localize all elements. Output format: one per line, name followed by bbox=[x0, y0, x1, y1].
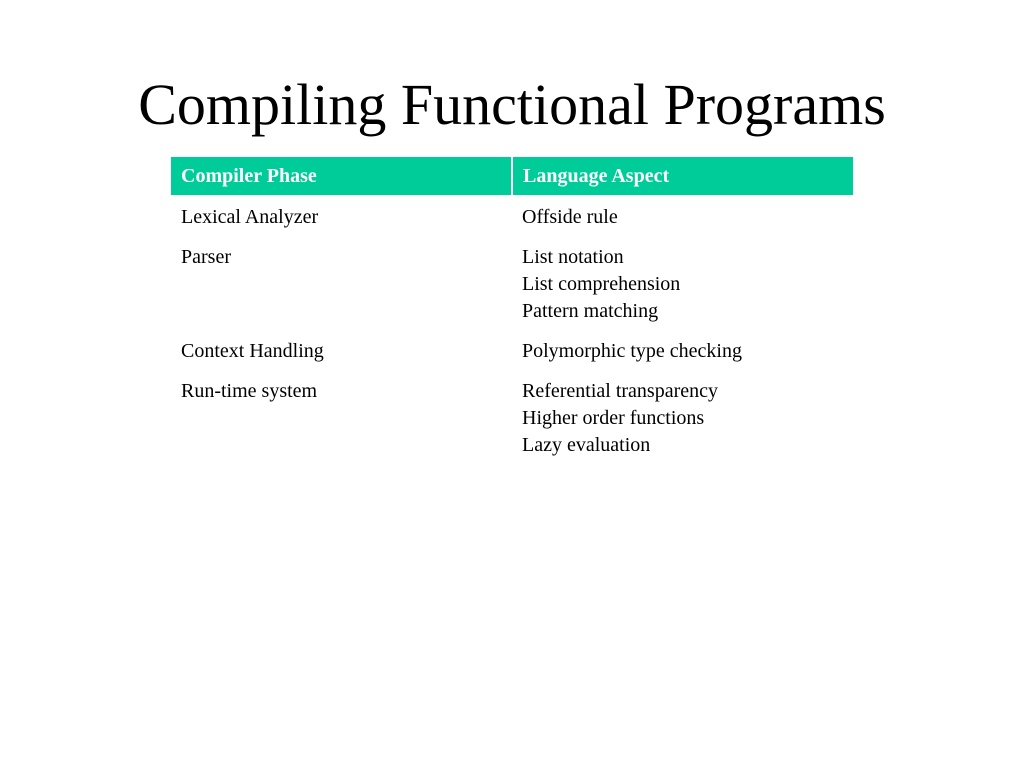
table-row bbox=[171, 195, 853, 235]
aspect-item: Offside rule bbox=[522, 206, 618, 228]
aspect-cell bbox=[512, 329, 853, 369]
table-header-row bbox=[171, 157, 853, 195]
table-row bbox=[171, 235, 853, 329]
phase-cell bbox=[171, 329, 512, 369]
aspect-item: Referential transparency bbox=[522, 380, 719, 402]
phase-label: Context Handling bbox=[181, 340, 324, 362]
aspect-cell bbox=[512, 195, 853, 235]
compiler-phase-table bbox=[171, 157, 853, 463]
phase-cell bbox=[171, 195, 512, 235]
slide-title: Compiling Functional Programs bbox=[138, 72, 886, 137]
table-row bbox=[171, 329, 853, 369]
phase-label: Parser bbox=[181, 246, 231, 268]
aspect-cell bbox=[512, 235, 853, 329]
table-row bbox=[171, 369, 853, 463]
aspect-item: Polymorphic type checking bbox=[522, 340, 742, 362]
aspect-cell bbox=[512, 369, 853, 463]
phase-cell bbox=[171, 369, 512, 463]
phase-label: Lexical Analyzer bbox=[181, 206, 319, 228]
aspect-item: Lazy evaluation bbox=[522, 434, 651, 456]
header-language-aspect: Language Aspect bbox=[512, 157, 853, 195]
aspect-item: List notation bbox=[522, 246, 624, 268]
aspect-item: Pattern matching bbox=[522, 300, 659, 322]
aspect-item: List comprehension bbox=[522, 273, 681, 295]
phase-label: Run-time system bbox=[181, 380, 318, 402]
header-compiler-phase: Compiler Phase bbox=[171, 157, 512, 195]
aspect-item: Higher order functions bbox=[522, 407, 705, 429]
phase-cell bbox=[171, 235, 512, 329]
